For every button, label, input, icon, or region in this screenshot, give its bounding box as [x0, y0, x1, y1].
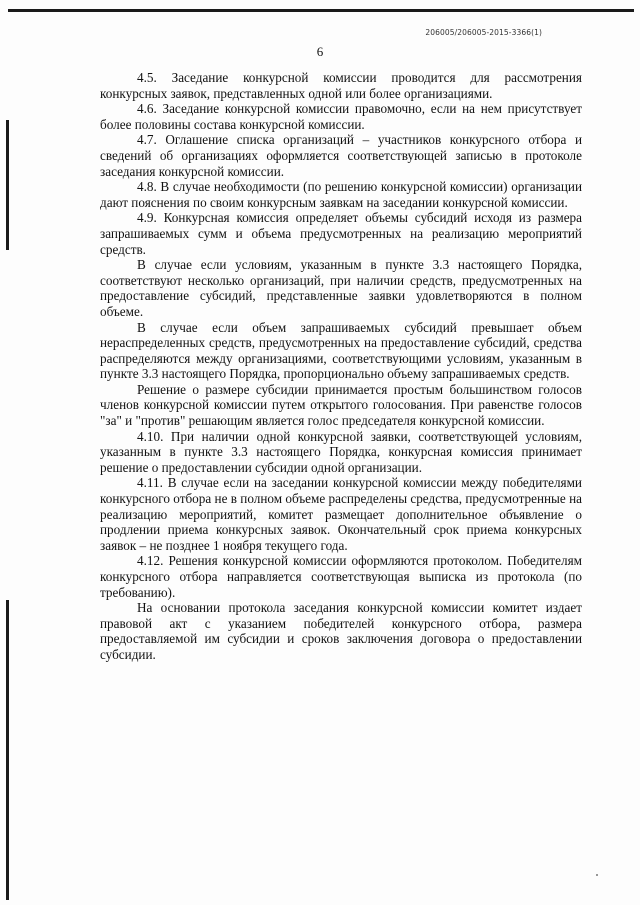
paragraph-4-9-decision: Решение о размере субсидии принимается простым большинством голосов членов конкурсной комиссии путем открытого голосования. При равенстве голосов "за" и "против" решающим является голос председателя конкурсной комиссии. — [100, 381, 582, 429]
paragraph-4-5: 4.5. Заседание конкурсной комиссии проводится для рассмотрения конкурсных заявок, представленных одной или более организациями. — [100, 70, 582, 101]
paragraph-4-6: 4.6. Заседание конкурсной комиссии правомочно, если на нем присутствует более половины состава конкурсной комиссии. — [100, 101, 582, 132]
scan-speck — [596, 874, 598, 876]
paragraph-4-8: 4.8. В случае необходимости (по решению конкурсной комиссии) организации дают пояснения по своим конкурсным заявкам на заседании конкурсной комиссии. — [100, 179, 582, 210]
paragraph-4-12: 4.12. Решения конкурсной комиссии оформляются протоколом. Победителям конкурсного отбора направляется соответствующая выписка из протокола (по требованию). — [100, 553, 582, 600]
paragraph-4-7: 4.7. Оглашение списка организаций – участников конкурсного отбора и сведений об организациях оформляется соответствующей записью в протоколе заседания конкурсной комиссии. — [100, 132, 582, 179]
page-number: 6 — [316, 44, 324, 59]
scan-edge-mark-upper — [6, 120, 9, 250]
paragraph-4-9-case-1: В случае если условиям, указанным в пункте 3.3 настоящего Порядка, соответствуют несколько организаций, при наличии средств, предусмотренных на предоставление субсидий, представленные заявки удовлетворяются в полном объеме. — [100, 257, 582, 319]
top-border-line — [8, 9, 634, 12]
paragraph-final: На основании протокола заседания конкурсной комиссии комитет издает правовой акт с указанием победителей конкурсного отбора, размера предоставляемой им субсидии и сроков заключения договора о предоставлении субсидии. — [100, 600, 582, 662]
paragraph-4-10: 4.10. При наличии одной конкурсной заявки, соответствующей условиям, указанным в пункте 3.3 настоящего Порядка, конкурсная комиссия принимает решение о предоставлении субсидии одной организации. — [100, 428, 582, 475]
paragraph-4-9: 4.9. Конкурсная комиссия определяет объемы субсидий исходя из размера запрашиваемых сумм и объема предусмотренных на реализацию мероприятий средств. — [100, 210, 582, 257]
paragraph-4-9-case-2: В случае если объем запрашиваемых субсидий превышает объем нераспределенных средств, предусмотренных на предоставление субсидий, средства распределяются между организациями, соответствующими условиям, указанным в пункте 3.3 настоящего Порядка, пропорционально объему запрашиваемых средств. — [100, 319, 582, 382]
paragraph-4-11: 4.11. В случае если на заседании конкурсной комиссии между победителями конкурсного отбора не в полном объеме распределены средства, предусмотренные на реализацию мероприятий, комитет размещает дополнительное объявление о продлении приема конкурсных заявок. Окончательный срок приема конкурсных заявок – не позднее 1 ноября текущего года. — [100, 475, 582, 553]
scan-edge-mark-lower — [6, 600, 9, 900]
document-body — [100, 70, 582, 663]
document-id: 206005/206005-2015-3366(1) — [425, 28, 542, 37]
